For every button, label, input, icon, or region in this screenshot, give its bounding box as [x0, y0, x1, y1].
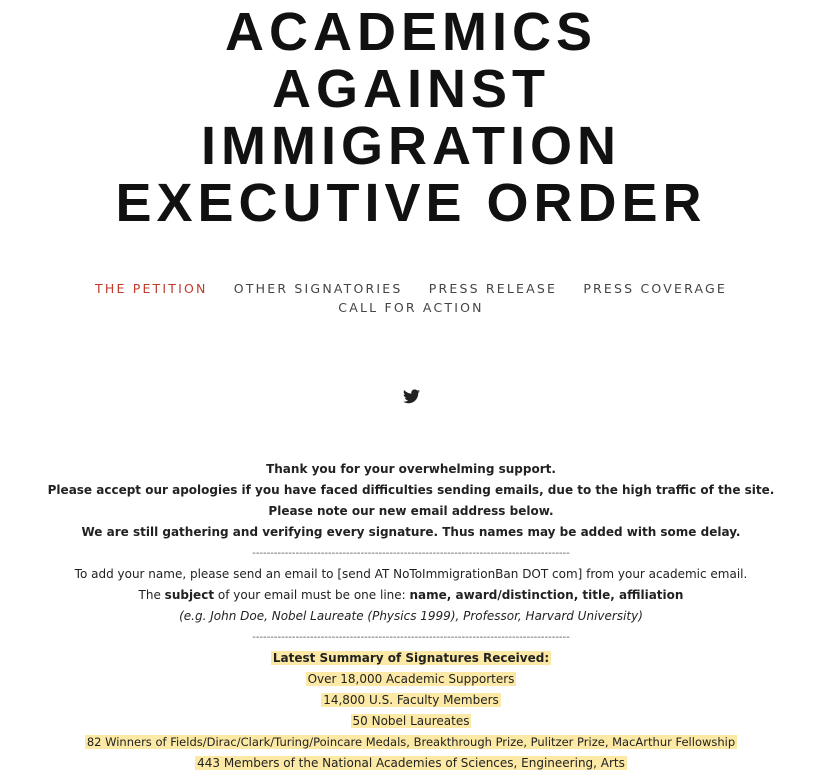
site-title-line: AGAINST: [272, 59, 550, 119]
main-nav: [0, 279, 822, 317]
nav-row-2: [0, 298, 822, 317]
summary-item: 82 Winners of Fields/Dirac/Clark/Turing/Poincare Medals, Breakthrough Prize, Pulitzer Prize, MacArthur Fellowship: [86, 735, 736, 749]
summary-row: [0, 732, 822, 753]
twitter-icon[interactable]: [403, 389, 420, 404]
instructions-example: (e.g. John Doe, Nobel Laureate (Physics 1999), Professor, Harvard University): [179, 609, 643, 623]
instructions-subject-middle: of your email must be one line:: [214, 588, 410, 602]
summary-item: Over 18,000 Academic Supporters: [307, 672, 515, 686]
divider: ----------------------------------------------------------------------------------------: [252, 548, 570, 559]
instructions-subject: [0, 585, 822, 606]
social-links: [0, 389, 822, 409]
petition-content: [0, 459, 822, 774]
nav-item-other-signatories[interactable]: OTHER SIGNATORIES: [233, 281, 403, 296]
summary-row: [0, 669, 822, 690]
summary-heading-row: [0, 648, 822, 669]
nav-item-press-release[interactable]: PRESS RELEASE: [428, 281, 558, 296]
notice-thanks: Thank you for your overwhelming support.: [266, 462, 556, 476]
summary-item: 443 Members of the National Academies of Sciences, Engineering, Arts: [197, 756, 625, 770]
summary-row: [0, 690, 822, 711]
nav-item-the-petition[interactable]: THE PETITION: [95, 281, 208, 296]
notice-verification: We are still gathering and verifying every signature. Thus names may be added with some delay.: [81, 525, 741, 539]
site-title-line: EXECUTIVE ORDER: [115, 173, 707, 233]
summary-item: 50 Nobel Laureates: [352, 714, 470, 728]
site-title-line: ACADEMICS: [224, 2, 597, 62]
instructions-email: To add your name, please send an email to [send AT NoToImmigrationBan DOT com] from your academic email.: [74, 567, 748, 581]
site-title: [0, 0, 822, 232]
divider: ----------------------------------------------------------------------------------------: [252, 632, 570, 643]
notice-apology: Please accept our apologies if you have faced difficulties sending emails, due to the high traffic of the site.: [47, 483, 775, 497]
site-title-line: IMMIGRATION: [201, 116, 621, 176]
nav-item-call-for-action[interactable]: CALL FOR ACTION: [338, 300, 484, 315]
summary-row: [0, 753, 822, 774]
instructions-subject-fields: name, award/distinction, title, affiliation: [409, 588, 684, 602]
nav-item-press-coverage[interactable]: PRESS COVERAGE: [583, 281, 727, 296]
nav-row-1: [0, 279, 822, 298]
instructions-subject-prefix: The: [138, 588, 165, 602]
notice-new-email: Please note our new email address below.: [268, 504, 554, 518]
summary-heading: Latest Summary of Signatures Received:: [272, 651, 550, 665]
summary-item: 14,800 U.S. Faculty Members: [323, 693, 499, 707]
instructions-subject-word: subject: [164, 588, 215, 602]
summary-row: [0, 711, 822, 732]
